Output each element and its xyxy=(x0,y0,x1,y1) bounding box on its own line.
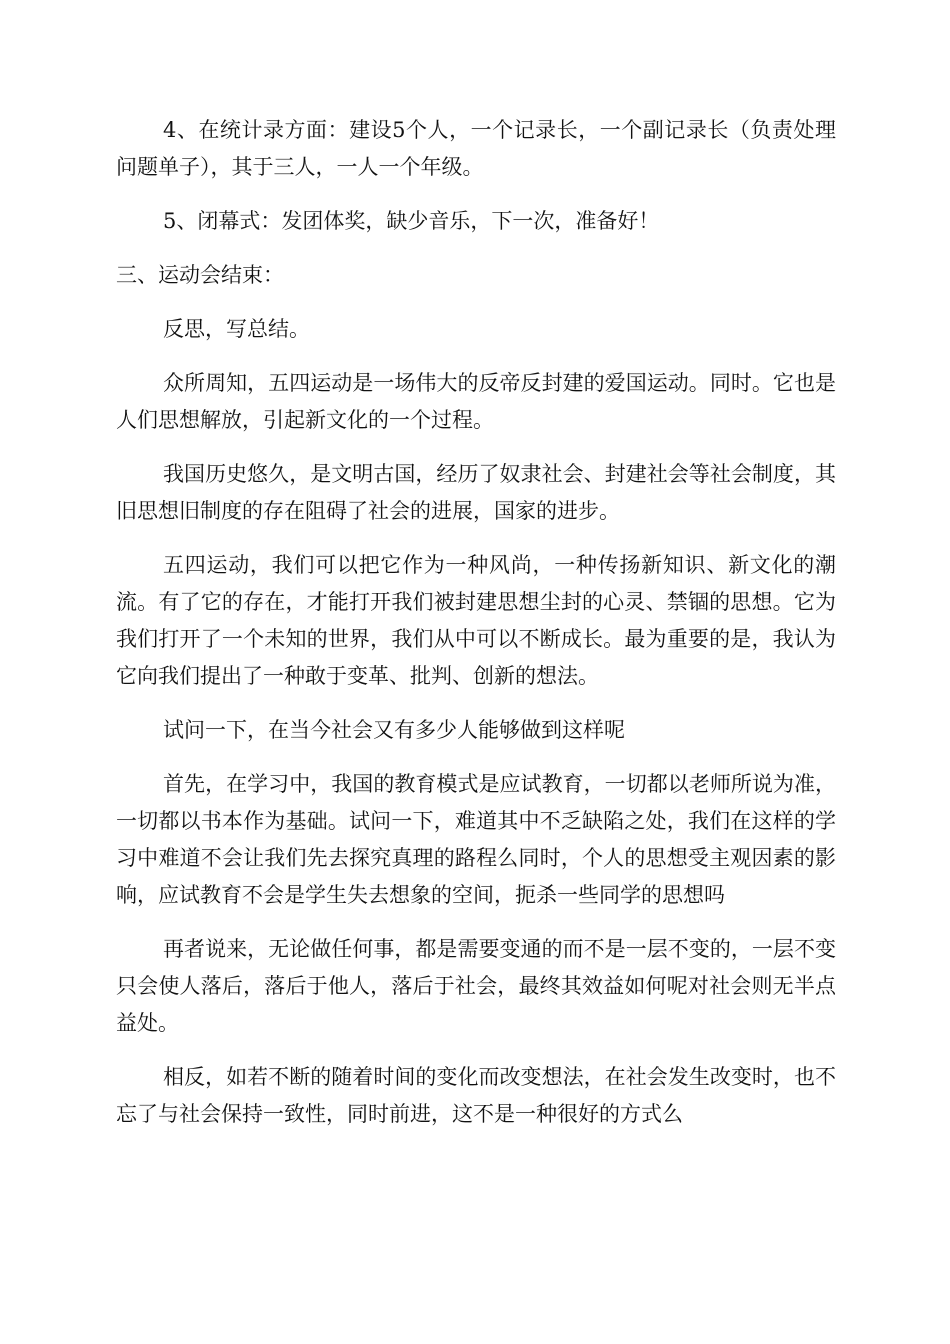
section-heading-sports-meet-end: 三、运动会结束： xyxy=(116,263,284,287)
paragraph-recording-section: 4、在统计录方面：建设5个人，一个记录长，一个副记录长（负责处理问题单子），其于三人，一人一个年级。 xyxy=(116,118,836,179)
paragraph-flexibility: 再者说来，无论做任何事，都是需要变通的而不是一层不变的，一层不变只会使人落后，落后于他人，落后于社会，最终其效益如何呢对社会则无半点益处。 xyxy=(116,937,836,1035)
paragraph-trend: 五四运动，我们可以把它作为一种风尚，一种传扬新知识、新文化的潮流。有了它的存在，才能打开我们被封建思想尘封的心灵、禁锢的思想。它为我们打开了一个未知的世界，我们从中可以不断成长。最为重要的是，我认为它向我们提出了一种敢于变革、批判、创新的想法。 xyxy=(116,553,836,688)
paragraph-may-fourth-intro: 众所周知，五四运动是一场伟大的反帝反封建的爱国运动。同时。它也是人们思想解放，引起新文化的一个过程。 xyxy=(116,371,836,432)
document-body xyxy=(116,112,836,1150)
paragraph-closing-ceremony: 5、闭幕式：发团体奖，缺少音乐，下一次，准备好！ xyxy=(163,209,660,233)
paragraph-history: 我国历史悠久，是文明古国，经历了奴隶社会、封建社会等社会制度，其旧思想旧制度的存在阻碍了社会的进展，国家的进步。 xyxy=(116,462,836,523)
paragraph-education: 首先，在学习中，我国的教育模式是应试教育，一切都以老师所说为准，一切都以书本作为基础。试问一下，难道其中不乏缺陷之处，我们在这样的学习中难道不会让我们先去探究真理的路程么同时，个人的思想受主观因素的影响，应试教育不会是学生失去想象的空间，扼杀一些同学的思想吗 xyxy=(116,772,836,907)
paragraph-question: 试问一下，在当今社会又有多少人能够做到这样呢 xyxy=(163,718,625,742)
paragraph-change: 相反，如若不断的随着时间的变化而改变想法，在社会发生改变时，也不忘了与社会保持一致性，同时前进，这不是一种很好的方式么 xyxy=(116,1065,836,1126)
paragraph-reflection: 反思，写总结。 xyxy=(163,317,310,341)
